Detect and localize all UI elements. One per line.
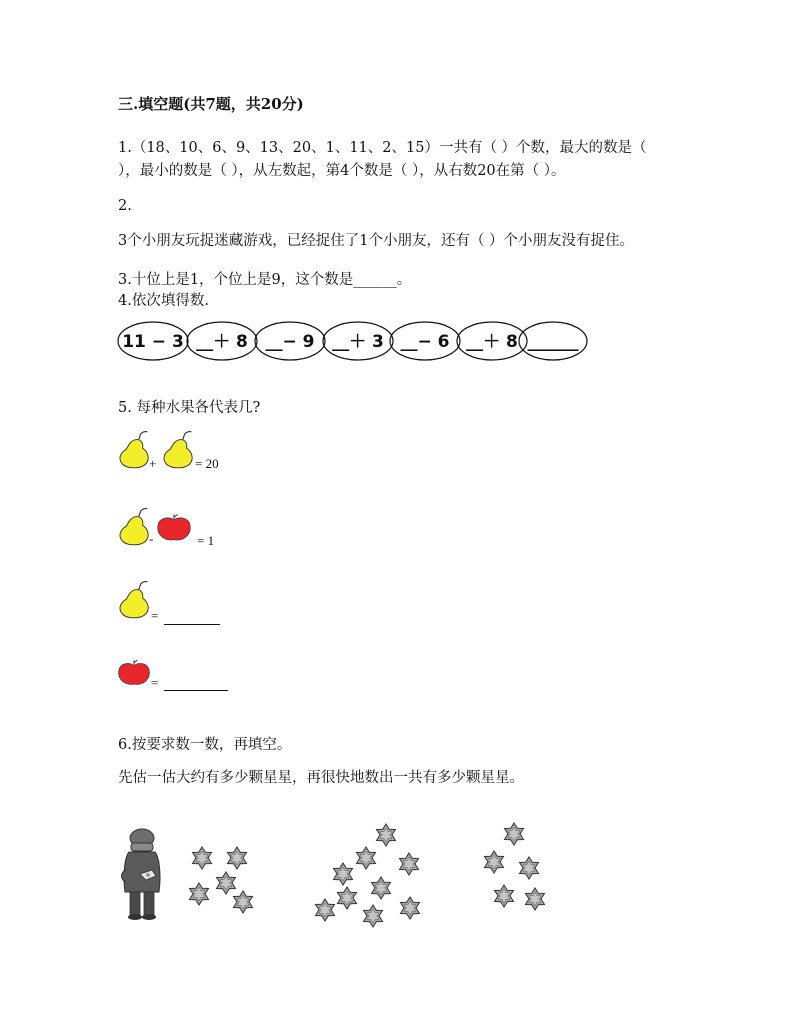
question-2-text: 3个小朋友玩捉迷藏游戏，已经捉住了1个小朋友，还有（ ）个小朋友没有捉住。 xyxy=(118,233,635,249)
pear-icon xyxy=(160,431,198,469)
star-icon xyxy=(517,856,541,880)
apple-icon xyxy=(117,658,151,688)
star-icon xyxy=(313,898,337,922)
star-icon xyxy=(190,846,214,870)
equation-1-result: = 20 xyxy=(195,456,219,471)
star-icon xyxy=(502,822,526,846)
oval-chain xyxy=(117,320,597,362)
star-icon xyxy=(231,890,255,914)
star-icon xyxy=(482,850,506,874)
star-icon xyxy=(331,862,355,886)
question-6-subtitle: 先估一估大约有多少颗星星，再很快地数出一共有多少颗星星。 xyxy=(118,770,524,786)
equals-sign: = xyxy=(151,608,159,623)
child-figure-icon xyxy=(118,826,170,922)
star-icon xyxy=(369,876,393,900)
pear-icon xyxy=(116,581,154,619)
oval-label: __＋ 8 xyxy=(196,332,248,352)
oval-label: 11 − 3 xyxy=(122,332,184,352)
star-icon xyxy=(398,896,422,920)
plus-sign: + xyxy=(149,456,157,471)
question-1-line-2: ），最小的数是（ ），从左数起，第4个数是（ ），从右数20在第（ ）。 xyxy=(118,163,566,179)
oval-label: __− 9 xyxy=(265,332,315,352)
star-icon xyxy=(225,846,249,870)
star-icon xyxy=(335,886,359,910)
oval-label: ______ xyxy=(527,332,579,352)
star-icon xyxy=(361,904,385,928)
star-icon xyxy=(523,887,547,911)
answer-blank-apple[interactable] xyxy=(164,689,228,691)
star-icon xyxy=(397,852,421,876)
question-2-number: 2. xyxy=(118,198,132,214)
equation-2-result: = 1 xyxy=(197,533,215,548)
equals-sign: = xyxy=(151,675,159,690)
star-icon xyxy=(492,884,516,908)
answer-blank-pear[interactable] xyxy=(164,623,220,625)
oval-label: __＋ 8 xyxy=(466,332,518,352)
star-icon xyxy=(187,882,211,906)
minus-sign: - xyxy=(149,531,154,546)
star-icon xyxy=(354,846,378,870)
apple-icon xyxy=(156,513,192,543)
question-1-line-1: 1.（18、10、6、9、13、20、1、11、2、15）一共有（ ）个数，最大的数是（ xyxy=(118,140,647,156)
star-icon xyxy=(374,823,398,847)
oval-label: __− 6 xyxy=(400,332,450,352)
question-4-title: 4.依次填得数. xyxy=(118,293,209,309)
question-5-title: 5. 每种水果各代表几? xyxy=(118,400,261,416)
section-heading: 三.填空题(共7题，共20分) xyxy=(118,95,304,113)
oval-label: __＋ 3 xyxy=(332,332,384,352)
question-3-text: 3.十位上是1，个位上是9，这个数是______。 xyxy=(118,272,412,288)
question-6-title: 6.按要求数一数，再填空。 xyxy=(118,737,292,753)
